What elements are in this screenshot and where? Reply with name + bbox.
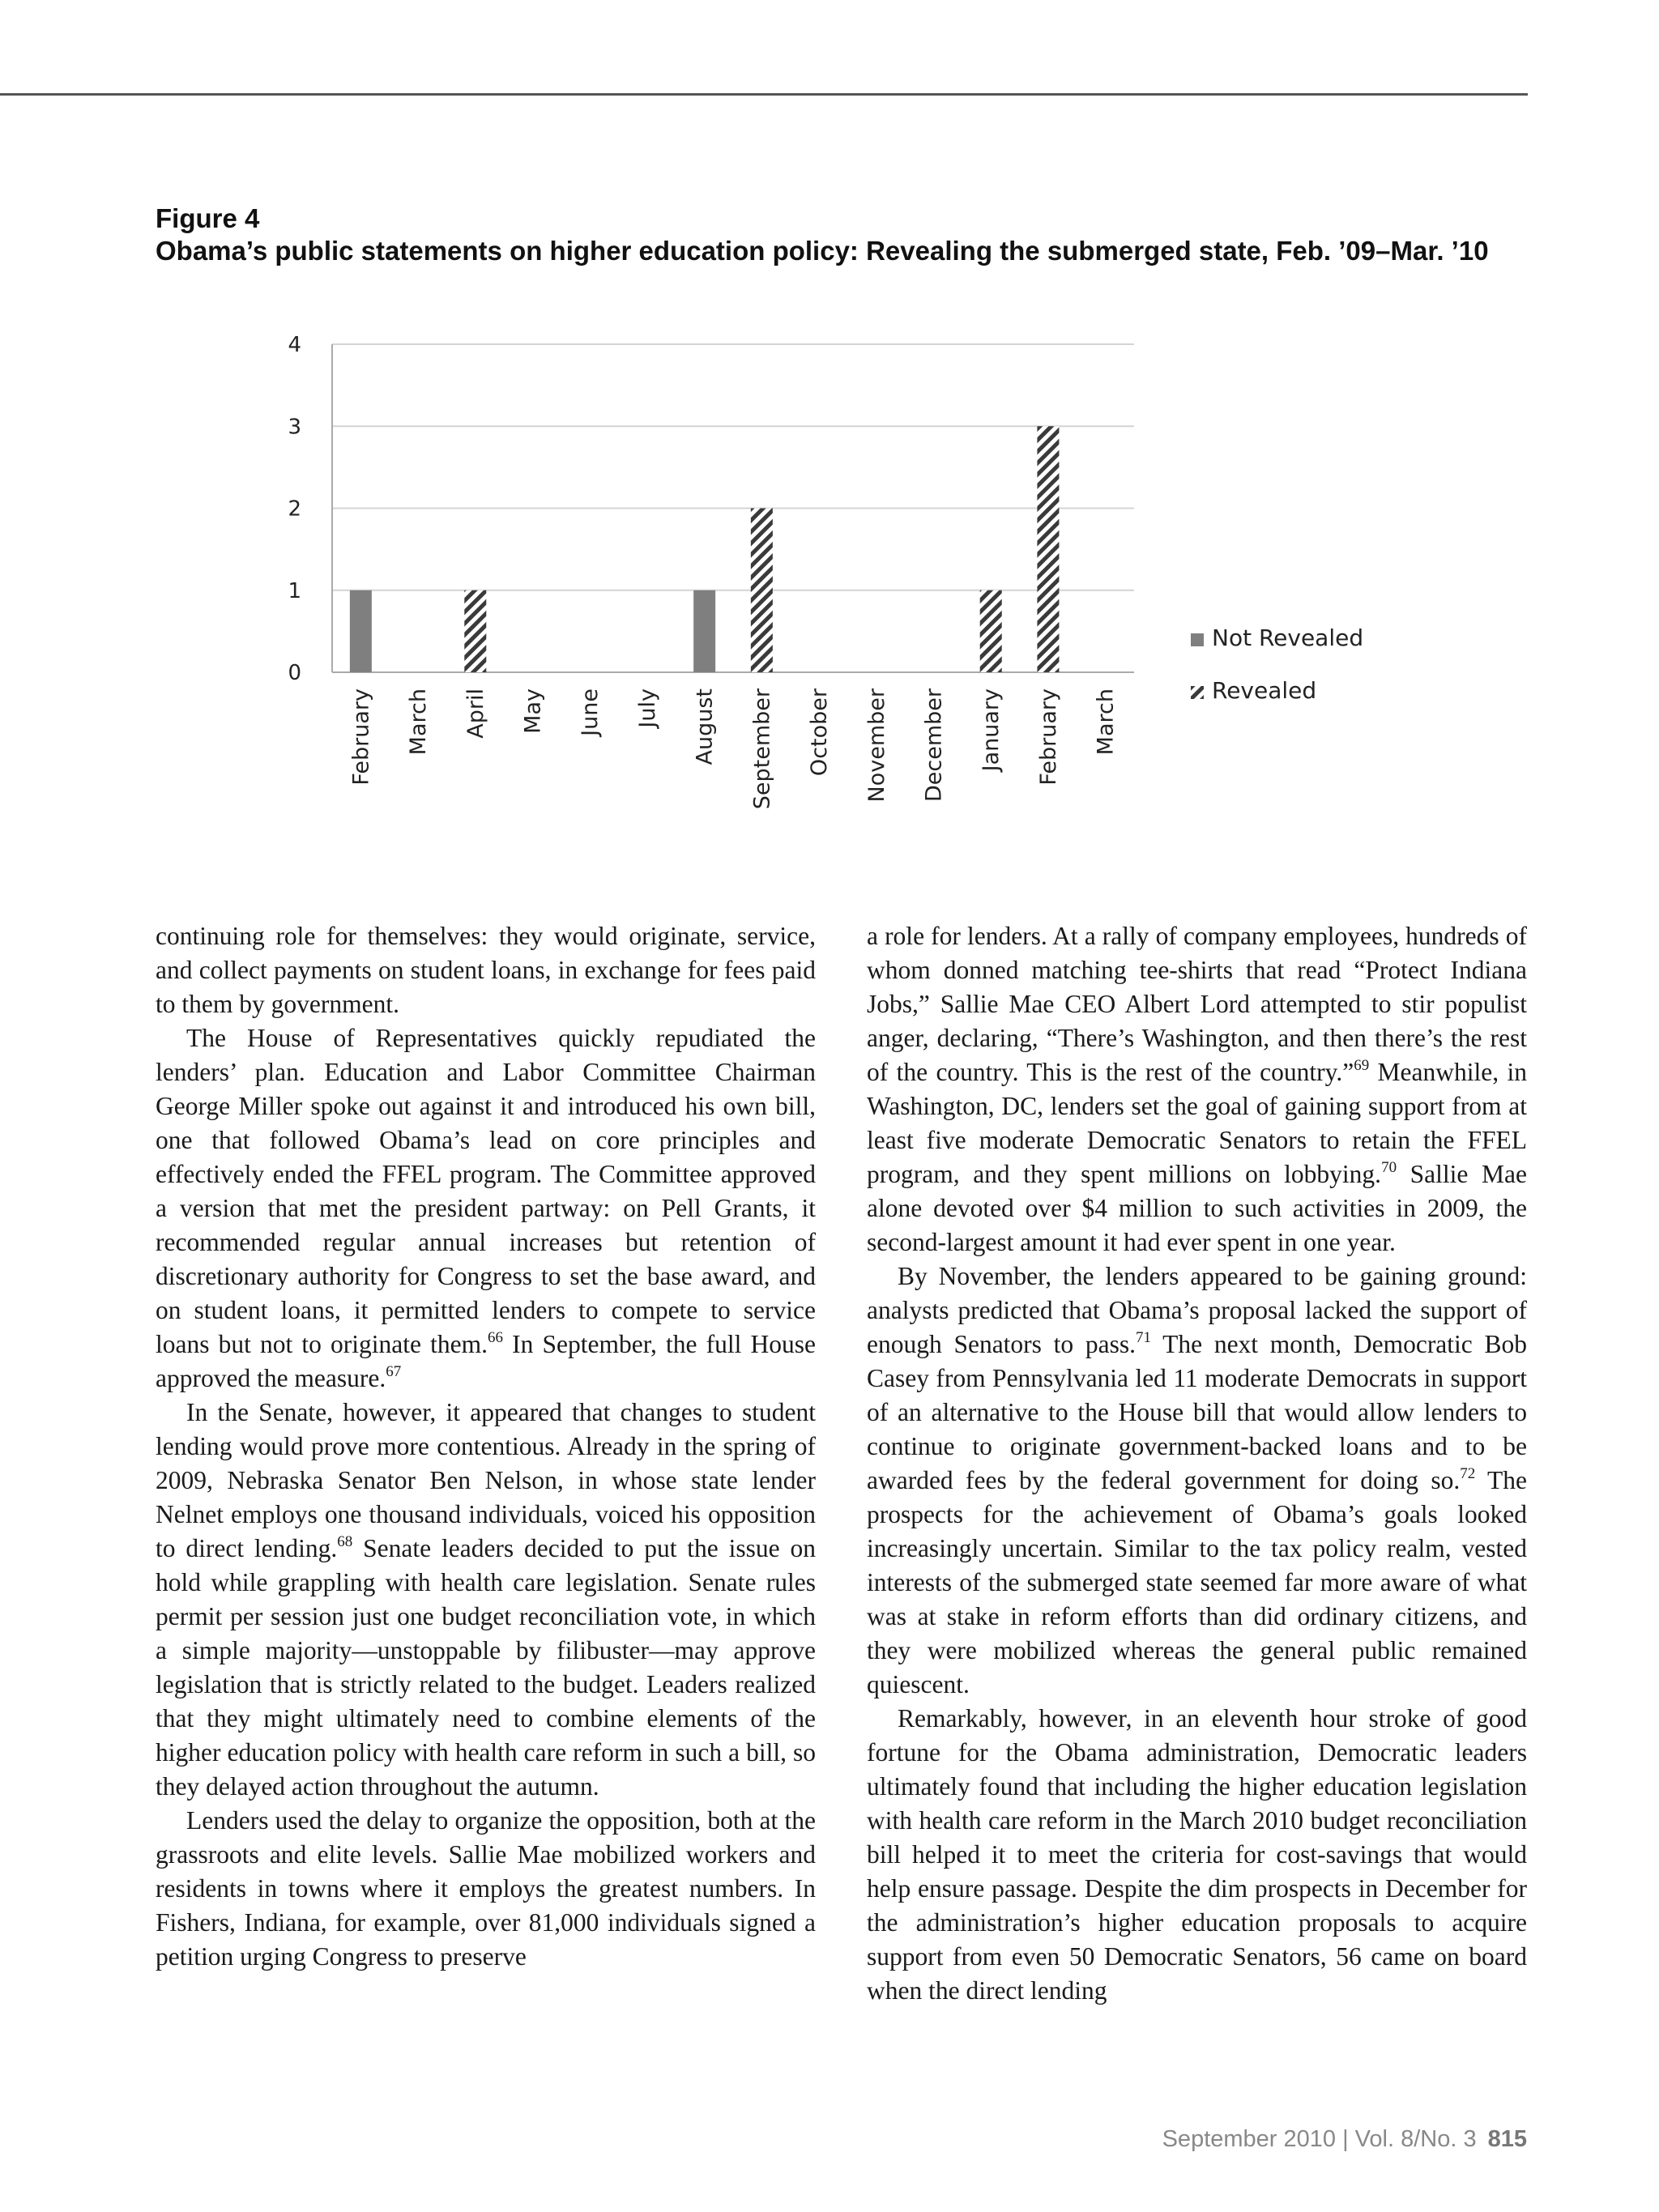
figure-caption (156, 202, 1533, 267)
footnote-ref: 72 (1460, 1465, 1476, 1482)
right-paragraph: Remarkably, however, in an eleventh hour stroke of good fortune for the Obama administration, Democratic leaders ultimately found that including the higher education legislation with health care reform in the March 2010 budget reconciliation bill helped it to meet the criteria for cost-savings that would help ensure passage. Despite the dim prospects in December for the administration’s higher education proposals to acquire support from even 50 Democratic Senators, 56 came on board when the direct lending (867, 1704, 1527, 2005)
x-tick-label: December (921, 688, 947, 803)
x-tick-label: February (348, 688, 374, 786)
left-paragraph: Lenders used the delay to organize the opposition, both at the grassroots and elite levels. Sallie Mae mobilized workers and residents in towns where it employs the greatest numbers. In Fishers, Indiana, for example, over 81,000 individuals signed a petition urging Congress to preserve (156, 1806, 816, 1971)
legend-swatch (1191, 633, 1204, 646)
footnote-ref: 68 (337, 1533, 353, 1550)
legend-label: Not Revealed (1212, 624, 1364, 651)
left-paragraph: In the Senate, however, it appeared that changes to student lending would prove more contentious. Already in the spring of 2009, Nebraska Senator Ben Nelson, in whose state lender Nelnet employs one thousand individuals, voiced his opposition to direct lending.$^{68}$ Senate leaders decided to put the issue on hold while grappling with health care legislation. Senate rules permit per session just one budget reconciliation vote, in which a simple majority—unstoppable by filibuster—may approve legislation that is strictly related to the budget. Leaders realized that they might ultimately need to combine elements of the higher education policy with health care reform in such a bill, so they delayed action throughout the autumn. (156, 1398, 816, 1801)
left-paragraph: The House of Representatives quickly repudiated the lenders’ plan. Education and Labor Committee Chairman George Miller spoke out against it and introduced his own bill, one that followed Obama’s lead on core principles and effectively ended the FFEL program. The Committee approved a version that met the president partway: on Pell Grants, it recommended regular annual increases but retention of discretionary authority for Congress to set the base award, and on student loans, it permitted lenders to compete to service loans but not to originate them.$^{66}$ In September, the full House approved the measure.$^{67}$ (156, 1024, 816, 1392)
bar-revealed (1037, 426, 1059, 672)
x-tick-label: January (979, 688, 1004, 772)
x-tick-label: May (520, 688, 546, 734)
legend-label: Revealed (1212, 677, 1317, 704)
x-tick-label: July (634, 688, 660, 728)
y-tick-label: 4 (288, 333, 301, 357)
bar-revealed (464, 590, 486, 672)
x-tick-label: March (1093, 688, 1119, 756)
x-tick-label: November (864, 688, 889, 803)
x-tick-label: September (749, 688, 775, 810)
x-tick-label: October (807, 688, 833, 777)
bar-revealed (751, 509, 773, 673)
bar-revealed (980, 590, 1002, 672)
top-rule (0, 93, 1528, 96)
bar-not-revealed (350, 590, 372, 672)
bar-not-revealed (693, 590, 715, 672)
figure-title: Obama’s public statements on higher education policy: Revealing the submerged state, Feb. ’09–Mar. ’10 (156, 236, 1489, 266)
y-tick-label: 2 (288, 497, 301, 522)
x-tick-label: June (578, 688, 603, 736)
figure-label: Figure 4 (156, 203, 260, 233)
gridlines (332, 344, 1134, 672)
y-tick-label: 3 (288, 415, 301, 440)
right-paragraph: a role for lenders. At a rally of company employees, hundreds of whom donned matching tee-shirts that read “Protect Indiana Jobs,” Sallie Mae CEO Albert Lord attempted to stir populist anger, declaring, “There’s Washington, and then there’s the rest of the country. This is the rest of the country.”$^{69}$ Meanwhile, in Washington, DC, lenders set the goal of gaining support from at least five moderate Democratic Senators to retain the FFEL program, and they spent millions on lobbying.$^{70}$ Sallie Mae alone devoted over $4 million to such activities in 2009, the second-largest amount it had ever spent in one year. (867, 922, 1527, 1256)
right-paragraph: By November, the lenders appeared to be gaining ground: analysts predicted that Obama’s proposal lacked the support of enough Senators to pass.$^{71}$ The next month, Democratic Bob Casey from Pennsylvania led 11 moderate Democrats in support of an alternative to the House bill that would allow lenders to continue to originate government-backed loans and to be awarded fees by the federal government for doing so.$^{72}$ The prospects for the achievement of Obama’s goals looked increasingly uncertain. Similar to the tax policy realm, vested interests of the submerged state seemed far more aware of what was at stake in reform efforts than did ordinary citizens, and they were mobilized whereas the general public remained quiescent. (867, 1262, 1527, 1698)
x-tick-label: April (463, 688, 488, 739)
page-number: 815 (1487, 2126, 1527, 2152)
x-tick-label: March (406, 688, 432, 756)
body-column-right (867, 919, 1527, 2008)
x-tick-label: August (692, 688, 718, 765)
bars (350, 426, 1060, 672)
footnote-ref: 70 (1381, 1159, 1397, 1176)
page-footer (1162, 2126, 1527, 2153)
body-column-left (156, 919, 816, 1974)
tick-labels (288, 333, 1118, 809)
y-tick-label: 1 (288, 578, 301, 603)
footer-issue: September 2010 | Vol. 8/No. 3 (1162, 2126, 1477, 2152)
left-paragraph: continuing role for themselves: they would originate, service, and collect payments on student loans, in exchange for fees paid to them by government. (156, 922, 816, 1018)
footnote-ref: 66 (488, 1329, 504, 1346)
footnote-ref: 67 (386, 1363, 402, 1380)
legend-swatch (1191, 686, 1204, 699)
x-tick-label: February (1035, 688, 1061, 786)
bar-chart (288, 324, 1426, 875)
footnote-ref: 69 (1354, 1057, 1370, 1074)
y-tick-label: 0 (288, 661, 301, 685)
legend (1191, 624, 1363, 704)
footnote-ref: 71 (1135, 1329, 1151, 1346)
